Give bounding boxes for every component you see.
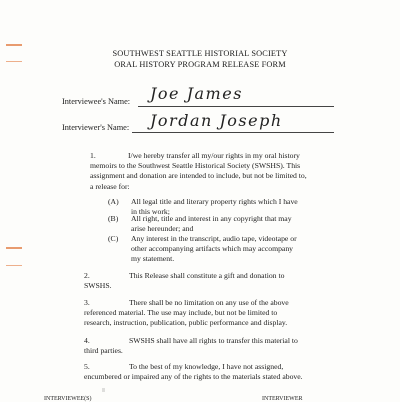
item-a-line-1: All legal title and literary property rights which I have — [131, 197, 298, 206]
interviewer-signature-footer-label: INTERVIEWER — [262, 396, 303, 402]
section-5-number: 5. — [84, 362, 90, 371]
section-3-line-1: There shall be no limitation on any use of the above — [129, 298, 289, 307]
section-5-line-1: To the best of my knowledge, I have not assigned, — [129, 362, 284, 371]
section-2-line-1: This Release shall constitute a gift and donation to — [129, 271, 285, 280]
item-a-letter: (A) — [108, 197, 119, 206]
punch-hole-mark-middle — [6, 247, 22, 249]
interviewer-name-line — [132, 132, 334, 133]
section-2-number: 2. — [84, 271, 90, 280]
society-title: SOUTHWEST SEATTLE HISTORIAL SOCIETY — [112, 49, 288, 58]
section-5-paragraph — [84, 362, 303, 382]
item-c-line-2: other accompanying artifacts which may accompany — [131, 244, 294, 254]
interviewer-signature: Jordan Joseph — [150, 111, 283, 130]
section-2-line-2: SWSHS. — [84, 281, 112, 291]
item-b-line-1: All right, title and interest in any copyright that may — [131, 214, 292, 223]
interviewer-name-label: Interviewer's Name: — [62, 123, 130, 132]
interviewee-name-label: Interviewee's Name: — [62, 97, 131, 106]
interviewee-name-line — [138, 106, 334, 107]
item-a-line-2: in this work; — [131, 207, 170, 217]
punch-hole-mark-middle-lower — [6, 265, 22, 266]
section-4-paragraph — [84, 336, 298, 356]
item-c-letter: (C) — [108, 234, 119, 243]
section-1-line-4: a release for: — [90, 181, 130, 191]
section-2-paragraph — [84, 271, 284, 291]
section-3-line-2: referenced material. The use may include, but not be limited to — [84, 308, 278, 318]
item-c-line-3: my statement. — [131, 254, 175, 264]
form-title: ORAL HISTORY PROGRAM RELEASE FORM — [114, 60, 286, 69]
scan-smudge — [102, 388, 105, 392]
section-4-line-1: SWSHS shall have all rights to transfer this material to — [129, 336, 298, 345]
section-1-number: 1. — [90, 151, 96, 160]
item-c-line-1: Any interest in the transcript, audio tape, videotape or — [131, 234, 297, 243]
section-3-paragraph — [84, 298, 289, 329]
section-4-line-2: third parties. — [84, 346, 123, 356]
item-b-text — [131, 214, 292, 234]
interviewee-signature: Joe James — [150, 84, 243, 103]
punch-hole-mark-top — [6, 44, 22, 46]
section-3-number: 3. — [84, 298, 90, 307]
section-4-number: 4. — [84, 336, 90, 345]
item-b-letter: (B) — [108, 214, 119, 223]
item-b-line-2: arise hereunder; and — [131, 224, 194, 234]
interviewee-signature-footer-label: INTERVIEWEE(S) — [44, 396, 92, 402]
section-3-line-3: research, instruction, publication, public performance and display. — [84, 318, 288, 328]
section-1-paragraph — [90, 151, 307, 192]
section-1-line-1: I/we hereby transfer all my/our rights in my oral history — [128, 151, 300, 160]
section-5-line-2: encumbered or impaired any of the rights to the materials stated above. — [84, 372, 303, 382]
item-c-text — [131, 234, 297, 265]
section-1-line-3: assignment and donation are intended to include, but not be limited to, — [90, 171, 307, 181]
section-1-line-2: memoirs to the Southwest Seattle Historical Society (SWSHS). This — [90, 161, 301, 171]
